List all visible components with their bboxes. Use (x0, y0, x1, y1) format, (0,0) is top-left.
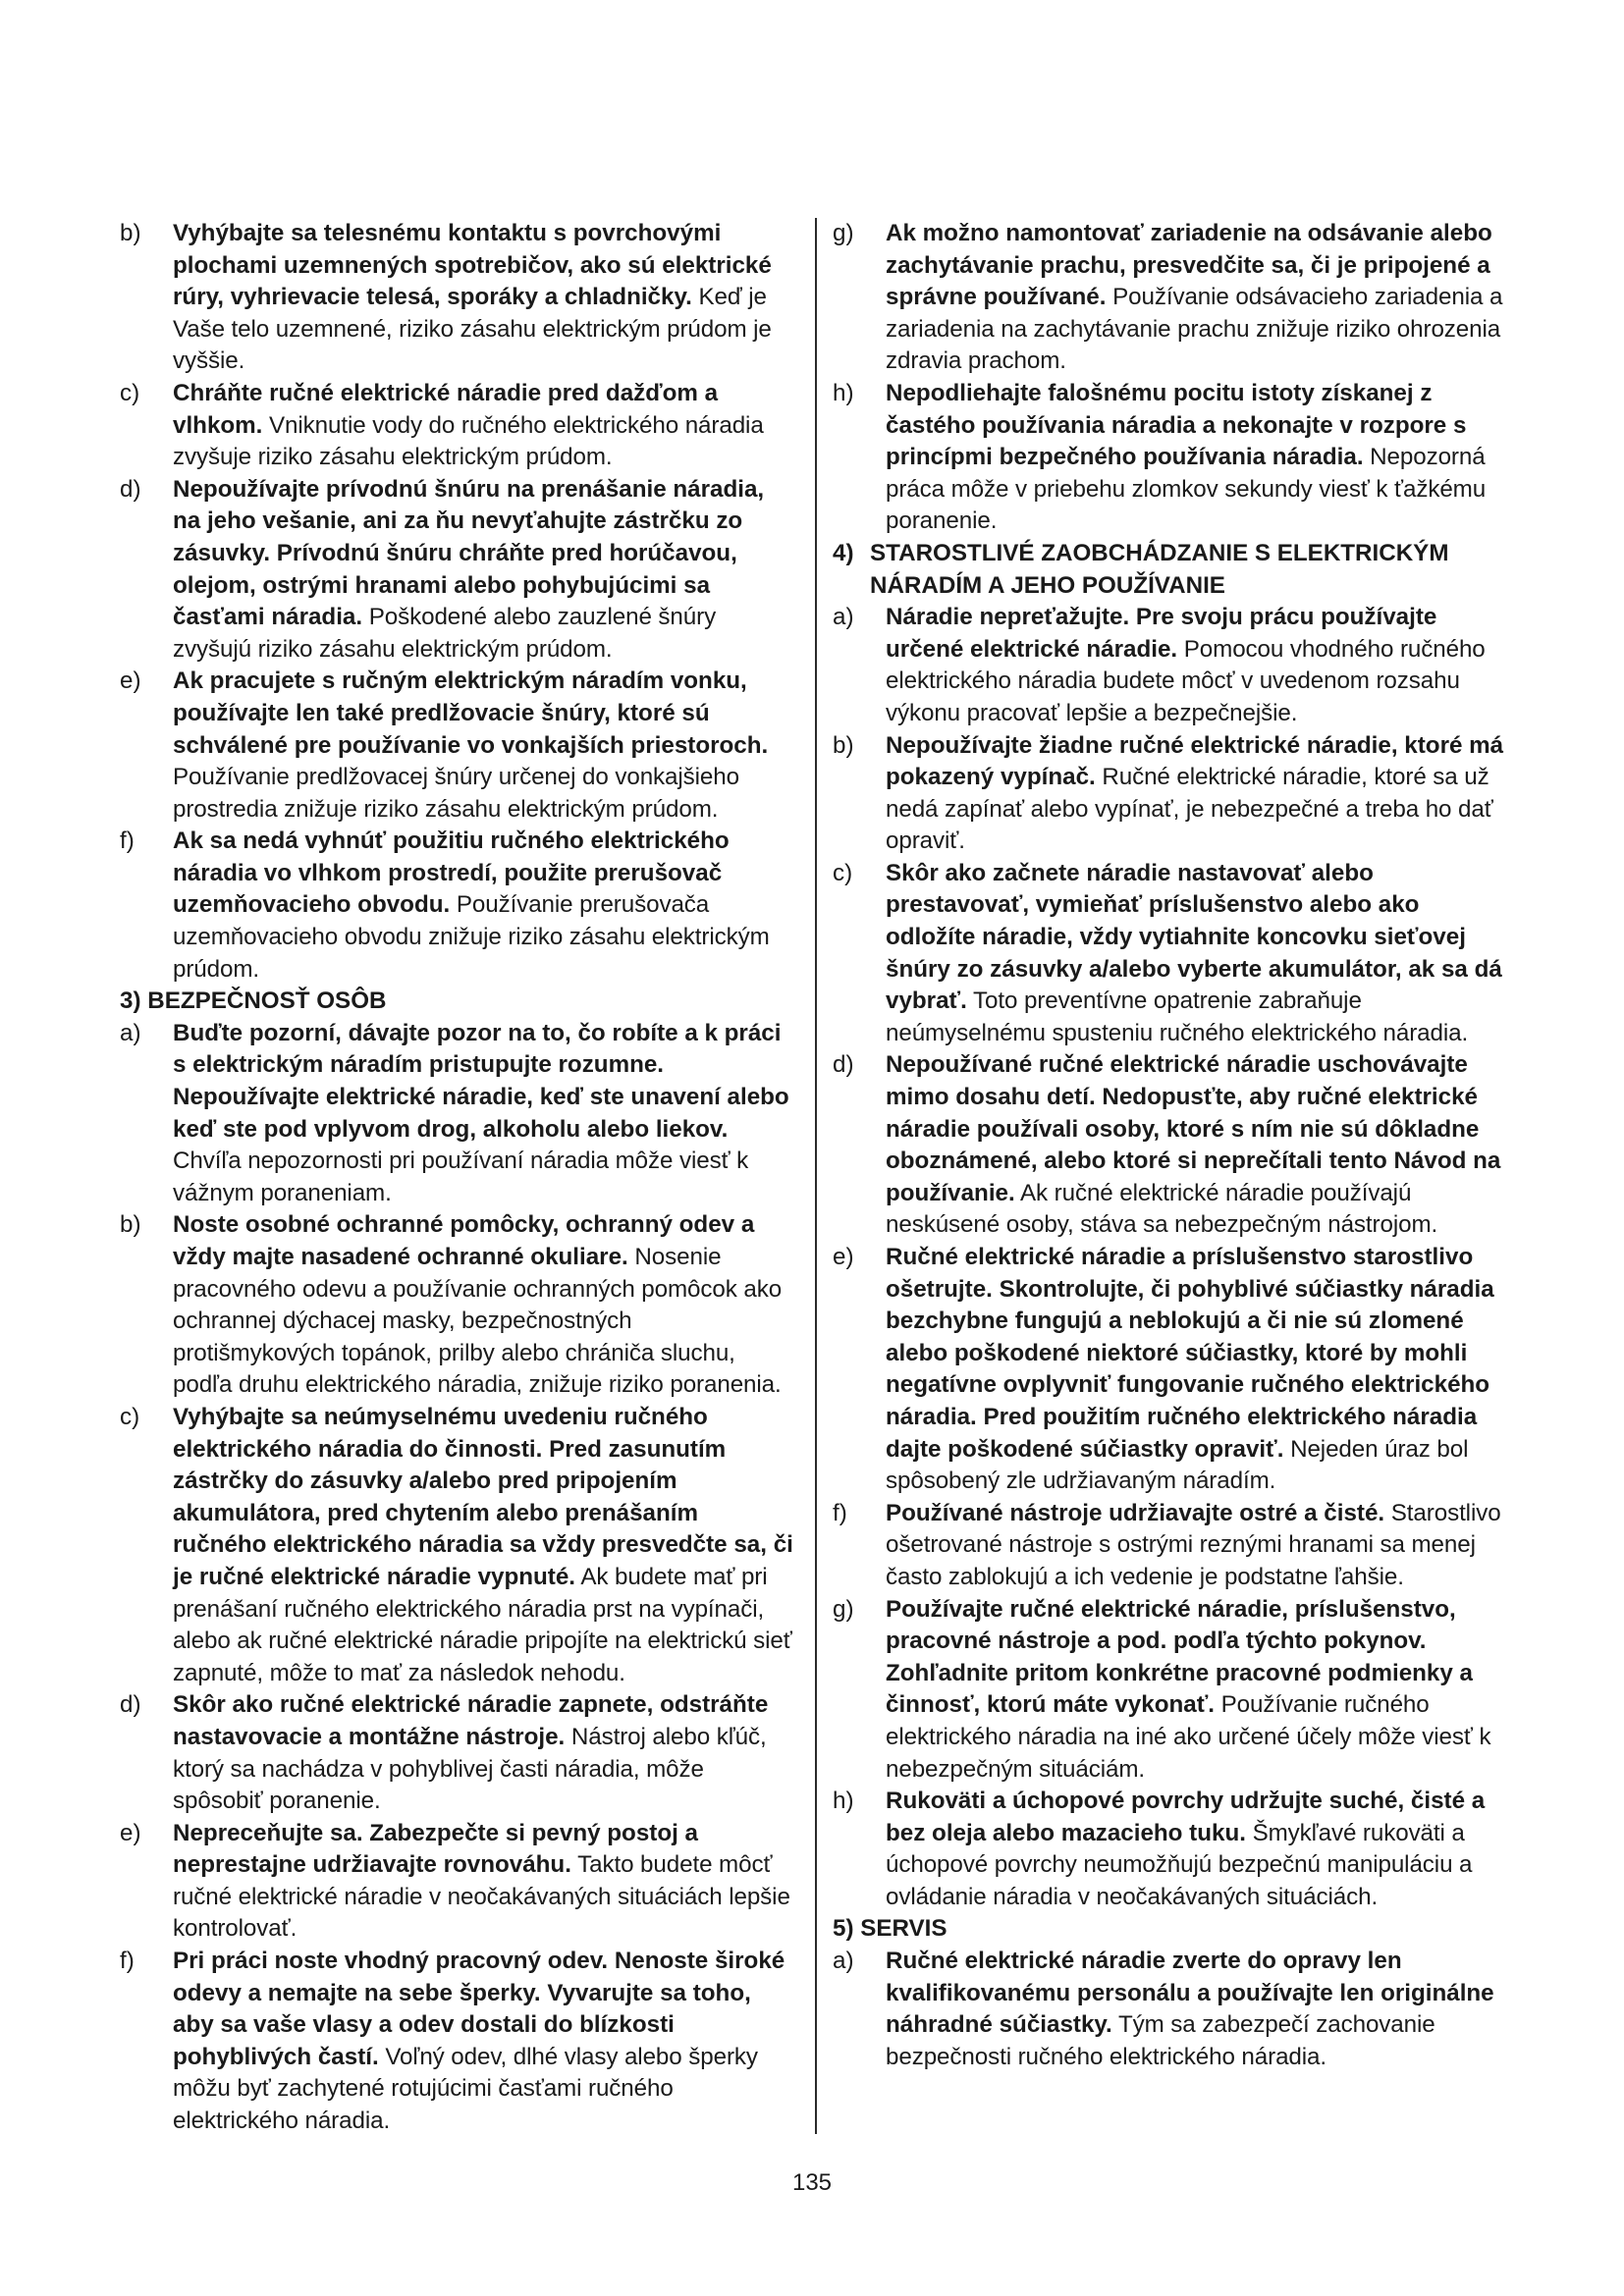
item-explanation: Používanie odsávacieho zariadenia a zariadenia na zachytávanie prachu znižuje riziko ohrozenia zdravia prachom. (886, 284, 1503, 375)
section4-items (833, 602, 1510, 1913)
item-explanation: Poškodené alebo zauzlené šnúry zvyšujú riziko zásahu elektrickým prúdom. (173, 604, 717, 663)
item-instruction: Vyhýbajte sa neúmyselnému uvedeniu ručného elektrického náradia do činnosti. Pred zasunutím zástrčky do zásuvky a/alebo pred pripojením akumulátora, pred chytením alebo prenášaním ručného elektrického náradia sa vždy presvedčte sa, či je ručné elektrické náradie vypnuté. (173, 1403, 793, 1590)
item-explanation: Používanie ručného elektrického náradia na iné ako určené účely môže viesť k nebezpečným situáciám. (886, 1691, 1491, 1783)
list-item (120, 666, 797, 826)
list-item (120, 826, 797, 986)
heading-tool-use-and-care (833, 538, 1510, 602)
list-item (120, 218, 797, 378)
item-instruction: Noste osobné ochranné pomôcky, ochranný odev a vždy majte nasadené ochranné okuliare. (173, 1211, 755, 1270)
item-marker: f) (120, 828, 135, 855)
item-marker: e) (120, 1819, 141, 1846)
item-explanation: Voľný odev, dlhé vlasy alebo šperky môžu byť zachytené rotujúcimi časťami ručného elektrického náradia. (173, 2043, 758, 2135)
item-explanation: Starostlivo ošetrované nástroje s ostrými reznými hranami sa menej často zablokujú a ich vedenie je podstatne ľahšie. (886, 1499, 1501, 1590)
item-instruction: Nepoužívajte prívodnú šnúru na prenášanie náradia, na jeho vešanie, ani za ňu nevyťahujte zástrčku zo zásuvky. Prívodnú šnúru chráňte pred horúčavou, olejom, ostrými hranami alebo pohybujúcimi sa časťami náradia. (173, 475, 765, 631)
list-item (833, 378, 1510, 538)
item-marker: d) (120, 1691, 141, 1719)
item-explanation: Ak budete mať pri prenášaní ručného elektrického náradia prst na vypínači, alebo ak ručné elektrické náradie pripojíte na elektrickú sieť zapnuté, môže to mať za následok nehodu. (173, 1563, 792, 1686)
item-marker: b) (833, 731, 854, 759)
list-item (833, 858, 1510, 1050)
item-marker: h) (833, 379, 854, 406)
right-column (833, 218, 1510, 2073)
section2-items-continued (120, 218, 797, 986)
item-marker: a) (833, 1948, 854, 1975)
list-item (120, 1946, 797, 2138)
item-instruction: Pri práci noste vhodný pracovný odev. Nenoste široké odevy a nemajte na sebe šperky. Vyvarujte sa toho, aby sa vaše vlasy a odev dostali do blízkosti pohyblivých častí. (173, 1948, 785, 2070)
list-item (833, 1498, 1510, 1594)
heading-number: 4) (833, 539, 854, 566)
left-column (120, 218, 797, 2138)
list-item (833, 1594, 1510, 1787)
section3-items-continued (833, 218, 1510, 538)
item-explanation: Šmykľavé rukoväti a úchopové povrchy neumožňujú bezpečnú manipuláciu a ovládanie náradia v neočakávaných situáciách. (886, 1819, 1473, 1910)
item-explanation: Pomocou vhodného ručného elektrického náradia budete môcť v uvedenom rozsahu výkonu pracovať lepšie a bezpečnejšie. (886, 635, 1486, 726)
list-item (833, 730, 1510, 858)
item-instruction: Používajte ručné elektrické náradie, príslušenstvo, pracovné nástroje a pod. podľa týchto pokynov. Zohľadnite pritom konkrétne pracovné podmienky a činnosť, ktorú máte vykonať. (886, 1595, 1473, 1719)
item-marker: d) (120, 475, 141, 503)
item-marker: g) (833, 1595, 854, 1623)
column-divider (815, 218, 817, 2134)
item-marker: c) (833, 859, 853, 886)
item-instruction: Buďte pozorní, dávajte pozor na to, čo robíte a k práci s elektrickým náradím pristupujte rozumne. Nepoužívajte elektrické náradie, keď ste unavení alebo keď ste pod vplyvom drog, alkoholu alebo liekov. (173, 1019, 789, 1143)
item-instruction: Nepoužívané ručné elektrické náradie uschovávajte mimo dosahu detí. Nedopusťte, aby ručné elektrické náradie používali osoby, ktoré s ním nie sú dôkladne oboznámené, alebo ktoré si neprečítali tento Návod na používanie. (886, 1051, 1501, 1206)
item-marker: c) (120, 1403, 140, 1430)
item-explanation: Používanie prerušovača uzemňovacieho obvodu znižuje riziko zásahu elektrickým prúdom. (173, 891, 770, 983)
list-item (833, 602, 1510, 729)
list-item (120, 1818, 797, 1946)
item-explanation: Nejeden úraz bol spôsobený zle udržiavaným náradím. (886, 1435, 1469, 1495)
item-explanation: Nosenie pracovného odevu a používanie ochranných pomôcok ako ochrannej dýchacej masky, bezpečnostných protišmykových topánok, prilby alebo chrániča sluchu, podľa druhu elektrického náradia, znižuje riziko poranenia. (173, 1244, 783, 1399)
item-instruction: Chráňte ručné elektrické náradie pred dažďom a vlhkom. (173, 379, 719, 439)
item-marker: e) (833, 1244, 854, 1270)
item-marker: g) (833, 220, 854, 246)
list-item (833, 1946, 1510, 2073)
item-explanation: Ak ručné elektrické náradie používajú neskúsené osoby, stáva sa nebezpečným nástrojom. (886, 1179, 1438, 1239)
list-item (120, 1689, 797, 1817)
item-marker: b) (120, 220, 141, 246)
item-marker: h) (833, 1788, 854, 1815)
item-instruction: Ak pracujete s ručným elektrickým náradím vonku, používajte len také predlžovacie šnúry, ktoré sú schválené pre používanie vo vonkajších priestoroch. (173, 667, 769, 759)
page-number: 135 (791, 2169, 833, 2196)
item-marker: c) (120, 379, 140, 406)
list-item (833, 1242, 1510, 1498)
item-explanation: Používanie predlžovacej šnúry určenej do vonkajšieho prostredia znižuje riziko zásahu elektrickým prúdom. (173, 764, 739, 823)
list-item (120, 1018, 797, 1210)
item-explanation: Ručné elektrické náradie, ktoré sa už nedá zapínať alebo vypínať, je nebezpečné a treba ho dať opraviť. (886, 764, 1493, 855)
list-item (120, 1402, 797, 1689)
list-item (120, 378, 797, 474)
item-explanation: Nástroj alebo kľúč, ktorý sa nachádza v pohyblivej časti náradia, môže spôsobiť poranenie. (173, 1723, 767, 1815)
list-item (833, 1049, 1510, 1242)
item-instruction: Ak možno namontovať zariadenie na odsávanie alebo zachytávanie prachu, presvedčite sa, či je pripojené a správne používané. (886, 220, 1492, 311)
item-instruction: Ručné elektrické náradie zverte do opravy len kvalifikovanému personálu a používajte len originálne náhradné súčiastky. (886, 1948, 1494, 2039)
item-marker: a) (120, 1019, 141, 1046)
heading-text: STAROSTLIVÉ ZAOBCHÁDZANIE S ELEKTRICKÝM NÁRADÍM A JEHO POUŽÍVANIE (870, 539, 1449, 599)
heading-personal-safety: 3) BEZPEČNOSŤ OSÔB (120, 988, 387, 1015)
item-explanation: Tým sa zabezpečí zachovanie bezpečnosti ručného elektrického náradia. (886, 2011, 1435, 2070)
list-item (120, 1209, 797, 1402)
list-item (120, 474, 797, 667)
item-explanation: Toto preventívne opatrenie zabraňuje neúmyselnému spusteniu ručného elektrického náradia. (886, 988, 1469, 1046)
item-instruction: Skôr ako začnete náradie nastavovať alebo prestavovať, vymieňať príslušenstvo alebo ako odložíte náradie, vždy vytiahnite koncovku sieťovej šnúry zo zásuvky a/alebo vyberte akumulátor, ak sa dá vybrať. (886, 859, 1502, 1015)
item-instruction: Ak sa nedá vyhnúť použitiu ručného elektrického náradia vo vlhkom prostredí, použite prerušovač uzemňovacieho obvodu. (173, 828, 730, 919)
item-marker: b) (120, 1211, 141, 1239)
item-marker: a) (833, 604, 854, 631)
section5-items (833, 1946, 1510, 2073)
item-marker: f) (120, 1948, 135, 1975)
item-marker: e) (120, 667, 141, 695)
item-instruction: Nepreceňujte sa. Zabezpečte si pevný postoj a neprestajne udržiavajte rovnováhu. (173, 1819, 698, 1879)
item-explanation: Vniknutie vody do ručného elektrického náradia zvyšuje riziko zásahu elektrickým prúdom. (173, 411, 764, 471)
item-explanation: Chvíľa nepozornosti pri používaní náradia môže viesť k vážnym poraneniam. (173, 1148, 749, 1206)
item-explanation: Keď je Vaše telo uzemnené, riziko zásahu elektrickým prúdom je vyššie. (173, 284, 772, 375)
item-marker: d) (833, 1051, 854, 1079)
item-instruction: Ručné elektrické náradie a príslušenstvo starostlivo ošetrujte. Skontrolujte, či pohyblivé súčiastky náradia bezchybne fungujú a neblokujú a či nie sú zlomené alebo poškodené niektoré súčiastky, ktoré by mohli negatívne ovplyvniť fungovanie ručného elektrického náradia. Pred použitím ručného elektrického náradia dajte poškodené súčiastky opraviť. (886, 1244, 1494, 1463)
item-instruction: Používané nástroje udržiavajte ostré a čisté. (886, 1499, 1385, 1526)
item-explanation: Nepozorná práca môže v priebehu zlomkov sekundy viesť k ťažkému poranenie. (886, 444, 1487, 535)
heading-service: 5) SERVIS (833, 1915, 947, 1943)
list-item (833, 218, 1510, 378)
item-instruction: Náradie nepreťažujte. Pre svoju prácu používajte určené elektrické náradie. (886, 604, 1437, 663)
item-instruction: Skôr ako ručné elektrické náradie zapnete, odstráňte nastavovacie a montážne nástroje. (173, 1691, 769, 1750)
item-instruction: Rukoväti a úchopové povrchy udržujte suché, čisté a bez oleja alebo mazacieho tuku. (886, 1788, 1486, 1846)
item-instruction: Vyhýbajte sa telesnému kontaktu s povrchovými plochami uzemnených spotrebičov, ako sú elektrické rúry, vyhrievacie telesá, sporáky a chladničky. (173, 220, 772, 311)
section3-items (120, 1018, 797, 2138)
item-marker: f) (833, 1499, 847, 1526)
item-instruction: Nepoužívajte žiadne ručné elektrické náradie, ktoré má pokazený vypínač. (886, 731, 1504, 791)
item-instruction: Nepodliehajte falošnému pocitu istoty získanej z častého používania náradia a nekonajte v rozpore s princípmi bezpečného používania náradia. (886, 379, 1467, 471)
item-explanation: Takto budete môcť ručné elektrické náradie v neočakávaných situáciách lepšie kontrolovať. (173, 1851, 790, 1943)
list-item (833, 1786, 1510, 1913)
